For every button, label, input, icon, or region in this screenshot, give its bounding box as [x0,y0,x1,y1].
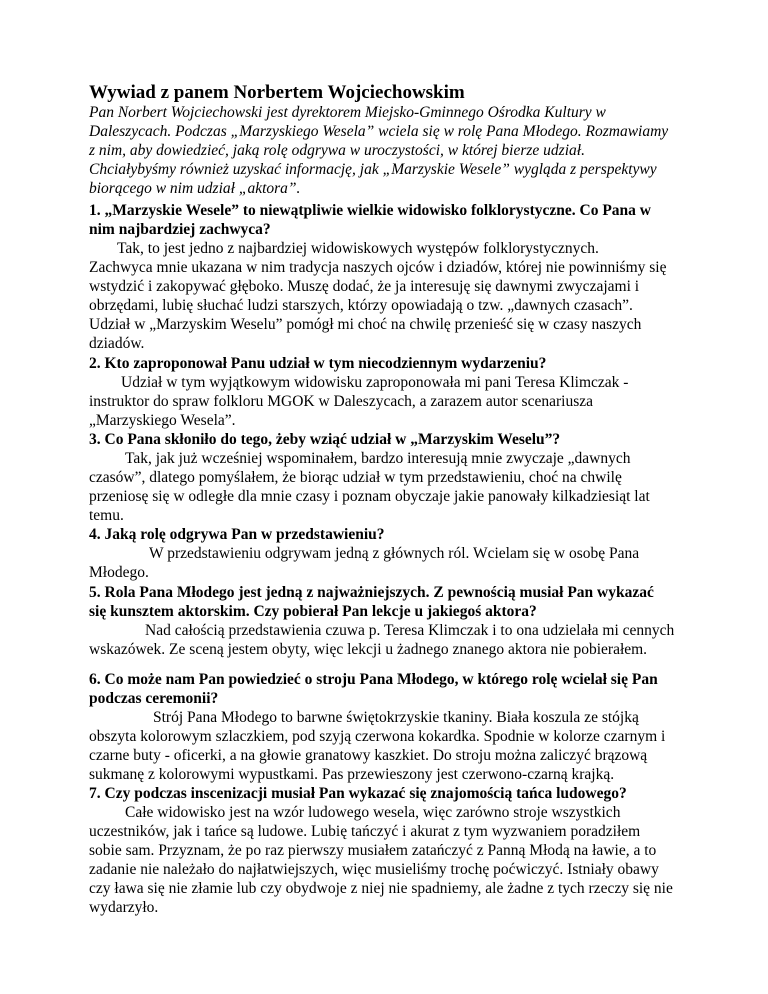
answer-7 [89,803,673,917]
question-7 [89,784,627,803]
answer-line: obrzędami, lubię słuchać ludzi starszych, którzy opowiadają o tzw. „dawnych czasach”. [89,297,633,314]
question-5 [89,583,654,621]
question-line: podczas ceremonii? [89,690,219,707]
question-line: 1. „Marzyskie Wesele” to niewątpliwie wielkie widowisko folklorystyczne. Co Pana w [89,202,651,219]
question-line: 3. Co Pana skłoniło do tego, żeby wziąć udział w „Marzyskim Weselu”? [89,431,561,448]
answer-line: Strój Pana Młodego to barwne świętokrzyskie tkaniny. Biała koszula ze stójką [153,709,639,726]
question-line: 6. Co może nam Pan powiedzieć o stroju Pana Młodego, w którego rolę wcielał się Pan [89,671,658,688]
intro-line: Pan Norbert Wojciechowski jest dyrektorem Miejsko-Gminnego Ośrodka Kultury w [89,104,606,121]
answer-line: czarne buty - oficerki, a na głowie granatowy kaszkiet. Do stroju można zaliczyć brązową [89,747,648,764]
answer-3 [89,449,650,525]
answer-line: Tak, jak już wcześniej wspominałem, bardzo interesują mnie zwyczaje „dawnych [125,450,631,467]
answer-line: sobie sam. Przyznam, że po raz pierwszy musiałem zatańczyć z Panną Młodą na ławie, a to [89,842,657,859]
answer-line: Młodego. [89,564,149,581]
answer-line: uczestników, jak i tańce są ludowe. Lubię tańczyć i akurat z tym wyzwaniem poradziłem [89,823,641,840]
question-line: 4. Jaką rolę odgrywa Pan w przedstawieniu? [89,526,385,543]
answer-line: Udział w tym wyjątkowym widowisku zaproponowała mi pani Teresa Klimczak - [121,374,629,391]
question-line: 5. Rola Pana Młodego jest jedną z najważniejszych. Z pewnością musiał Pan wykazać [89,584,654,601]
answer-4 [89,544,639,582]
answer-line: Nad całością przedstawienia czuwa p. Teresa Klimczak i to ona udzielała mi cennych [145,622,675,639]
answer-line: wydarzyło. [89,899,159,916]
answer-line: dziadów. [89,335,145,352]
intro-paragraph [89,103,668,198]
question-line: 7. Czy podczas inscenizacji musiał Pan wykazać się znajomością tańca ludowego? [89,785,627,802]
question-6 [89,670,658,708]
question-1 [89,201,651,239]
intro-line: Chciałybyśmy również uzyskać informację, jak „Marzyskie Wesele” wygląda z perspektywy [89,161,657,178]
answer-line: przeniosę się w odległe dla mnie czasy i poznam obyczaje jakie panowały kilkadziesiąt lat [89,488,650,505]
answer-6 [89,708,665,784]
question-3 [89,430,560,449]
answer-line: Zachwyca mnie ukazana w nim tradycja naszych ojców i dziadów, której nie powinniśmy się [89,259,667,276]
answer-line: wstydzić i zakopywać głęboko. Muszę dodać, że ja interesuję się dawnymi zwyczajami i [89,278,640,295]
answer-line: Udział w „Marzyskim Weselu” pomógł mi choć na chwilę przenieść się w czasy naszych [89,316,642,333]
intro-line: z nim, aby dowiedzieć, jaką rolę odgrywa w uroczystości, w której bierze udział. [89,142,585,159]
answer-line: instruktor do spraw folkloru MGOK w Daleszycach, a zarazem autor scenariusza [89,393,593,410]
question-line: się kunsztem aktorskim. Czy pobierał Pan lekcje u jakiegoś aktora? [89,603,537,620]
answer-line: czasów”, dlatego pomyślałem, że biorąc udział w tym przedstawieniu, choć na chwilę [89,469,622,486]
answer-line: sukmanę z kolorowymi wypustkami. Pas przewieszony jest czerwono-czarną krajką. [89,766,615,783]
question-line: nim najbardziej zachwyca? [89,221,271,238]
answer-line: obszyta kolorowym szlaczkiem, pod szyją czerwona kokardka. Spodnie w kolorze czarnym i [89,728,666,745]
answer-line: temu. [89,507,124,524]
intro-line: Daleszycach. Podczas „Marzyskiego Wesela” wciela się w rolę Pana Młodego. Rozmawiamy [89,123,669,140]
answer-5 [89,621,674,659]
answer-line: W przedstawieniu odgrywam jedną z głównych ról. Wcielam się w osobę Pana [149,545,640,562]
intro-line: biorącego w nim udział „aktora”. [89,180,301,197]
answer-2 [89,373,628,430]
answer-line: Tak, to jest jedno z najbardziej widowiskowych występów folklorystycznych. [117,240,599,257]
question-2 [89,354,546,373]
answer-line: wskazówek. Ze sceną jestem obyty, więc lekcji u żadnego znanego aktora nie pobierałem. [89,641,648,658]
answer-line: Całe widowisko jest na wzór ludowego wesela, więc zarówno stroje wszystkich [125,804,621,821]
question-line: 2. Kto zaproponował Panu udział w tym niecodziennym wydarzeniu? [89,355,547,372]
answer-line: „Marzyskiego Wesela”. [89,412,236,429]
answer-line: czy ława się nie złamie lub czy obydwoje z niej nie spadniemy, ale żadne z tych rzeczy się nie [89,880,673,897]
answer-line: zadanie nie należało do najłatwiejszych, więc musieliśmy trochę poćwiczyć. Istniały obawy [89,861,659,878]
answer-1 [89,239,666,353]
question-4 [89,525,385,544]
document-title: Wywiad z panem Norbertem Wojciechowskim [89,82,465,103]
